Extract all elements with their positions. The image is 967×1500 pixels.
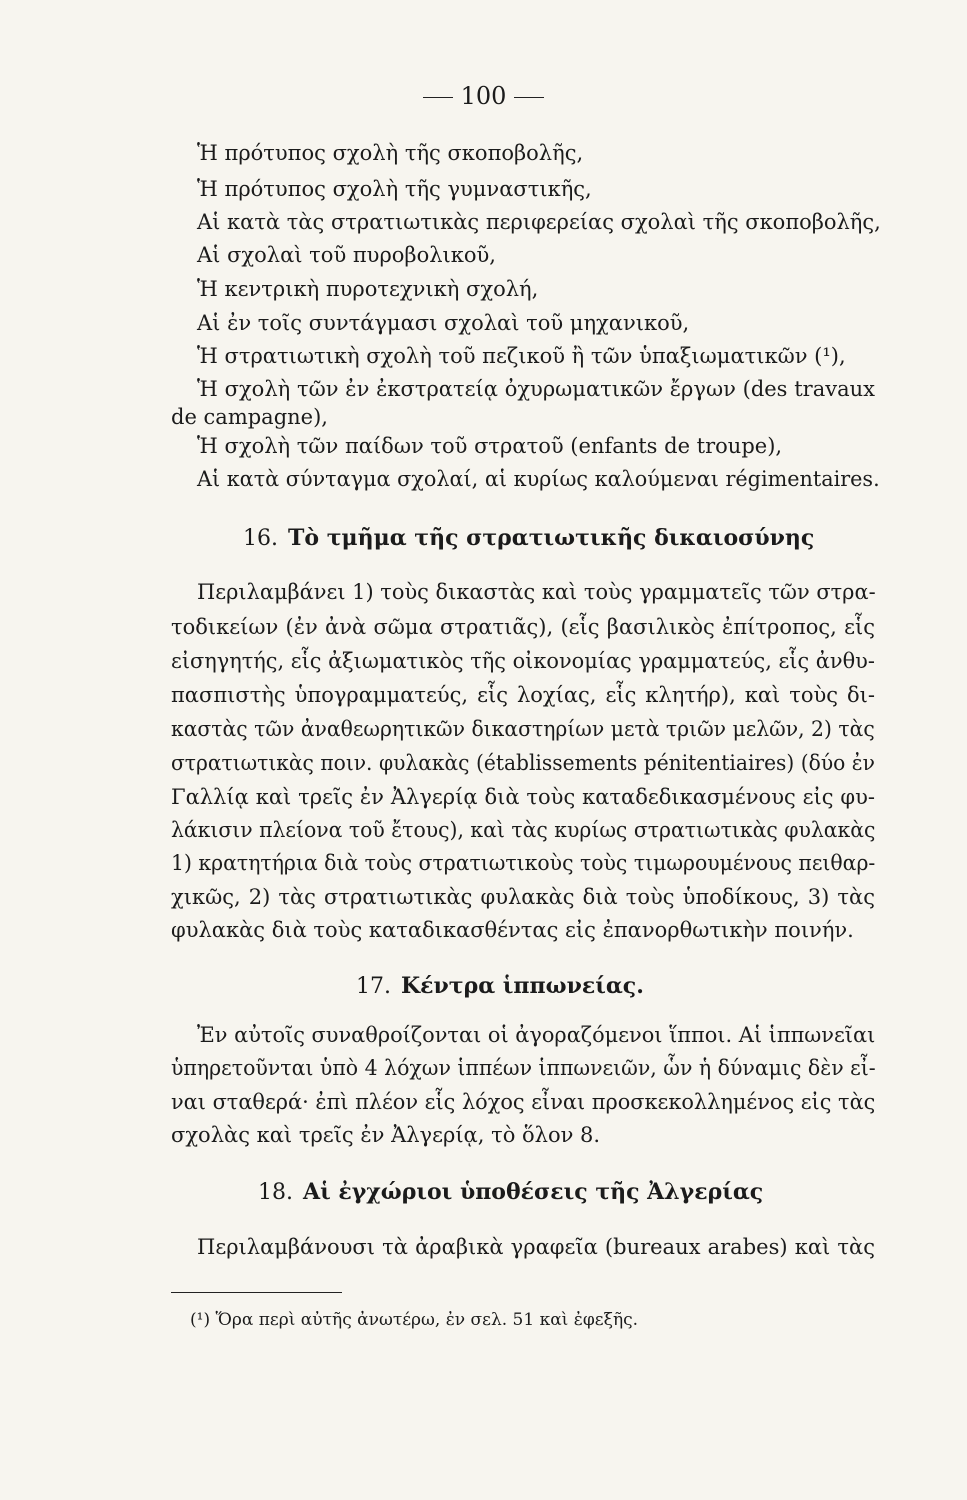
paragraph-line: τοδικείων (ἐν ἀνὰ σῶμα στρατιᾶς), (εἷς βασιλικὸς ἐπίτροπος, εἷς <box>171 615 875 639</box>
section-heading <box>258 1181 763 1204</box>
list-item: Ἡ στρατιωτικὴ σχολὴ τοῦ πεζικοῦ ἢ τῶν ὑπαξιωματικῶν (¹), <box>197 344 846 368</box>
section-number: 16. <box>243 526 278 551</box>
footnote <box>190 1312 638 1329</box>
paragraph-line: 1) κρατητήρια διὰ τοὺς στρατιωτικοὺς τοὺς τιμωρουμένους πειθαρ- <box>171 851 876 875</box>
paragraph-line: Ἐν αὐτοῖς συναθροίζονται οἱ ἀγοραζόμενοι ἵπποι. Αἱ ἱππωνεῖαι <box>197 1023 876 1047</box>
list-item: Ἡ σχολὴ τῶν ἐν ἐκστρατείᾳ ὀχυρωματικῶν ἔργων (des travaux <box>197 377 875 401</box>
section-heading <box>243 527 814 550</box>
footnote-marker: (¹) <box>190 1310 211 1330</box>
paragraph-line: φυλακὰς διὰ τοὺς καταδικασθέντας εἰς ἐπανορθωτικὴν ποινήν. <box>171 918 854 942</box>
list-item: Ἡ πρότυπος σχολὴ τῆς σκοποβολῆς, <box>197 141 584 165</box>
paragraph-line: σχολὰς καὶ τρεῖς ἐν Ἀλγερίᾳ, τὸ ὅλον 8. <box>171 1123 601 1147</box>
section-title: Τὸ τμῆμα τῆς στρατιωτικῆς δικαιοσύνης <box>288 525 815 551</box>
header-dash-right <box>514 97 544 98</box>
paragraph-line: Περιλαμβάνουσι τὰ ἀραβικὰ γραφεῖα (bureaux arabes) καὶ τὰς <box>197 1235 875 1259</box>
paragraph-line: εἰσηγητής, εἷς ἀξιωματικὸς τῆς οἰκονομίας γραμματεύς, εἷς ἀνθυ- <box>171 649 875 673</box>
page-header <box>0 82 967 110</box>
list-item: Ἡ πρότυπος σχολὴ τῆς γυμναστικῆς, <box>197 177 592 201</box>
footnote-rule <box>171 1292 342 1293</box>
section-number: 17. <box>356 974 391 999</box>
section-heading <box>356 975 644 998</box>
paragraph-line: πασπιστὴς ὑπογραμματεύς, εἷς λοχίας, εἷς κλητήρ), καὶ τοὺς δι- <box>171 683 875 707</box>
paragraph-line: στρατιωτικὰς ποιν. φυλακὰς (établissements pénitentiaires) (δύο ἐν <box>171 751 875 775</box>
section-title: Αἱ ἐγχώριοι ὑποθέσεις τῆς Ἀλγερίας <box>303 1179 764 1205</box>
list-item: Ἡ σχολὴ τῶν παίδων τοῦ στρατοῦ (enfants de troupe), <box>197 434 783 458</box>
paragraph-line: Γαλλίᾳ καὶ τρεῖς ἐν Ἀλγερίᾳ διὰ τοὺς καταδεδικασμένους εἰς φυ- <box>171 785 875 809</box>
paragraph-line: Περιλαμβάνει 1) τοὺς δικαστὰς καὶ τοὺς γραμματεῖς τῶν στρα- <box>197 580 876 604</box>
paragraph-line: ὑπηρετοῦνται ὑπὸ 4 λόχων ἱππέων ἱππωνειῶν, ὧν ἡ δύναμις δὲν εἶ- <box>171 1056 876 1080</box>
list-item: Αἱ κατὰ τὰς στρατιωτικὰς περιφερείας σχολαὶ τῆς σκοποβολῆς, <box>197 210 881 234</box>
page-number: 100 <box>460 82 507 110</box>
paragraph-line: χικῶς, 2) τὰς στρατιωτικὰς φυλακὰς διὰ τοὺς ὑποδίκους, 3) τὰς <box>171 885 875 909</box>
paragraph-line: λάκισιν πλείονα τοῦ ἔτους), καὶ τὰς κυρίως στρατιωτικὰς φυλακὰς <box>171 818 876 842</box>
section-number: 18. <box>258 1180 293 1205</box>
header-dash-left <box>423 97 453 98</box>
paragraph-line: καστὰς τῶν ἀναθεωρητικῶν δικαστηρίων μετὰ τριῶν μελῶν, 2) τὰς <box>171 717 875 741</box>
footnote-text: Ὅρα περὶ αὐτῆς ἀνωτέρω, ἐν σελ. 51 καὶ ἐφεξῆς. <box>215 1310 639 1330</box>
list-item: de campagne), <box>171 405 328 429</box>
list-item: Αἱ σχολαὶ τοῦ πυροβολικοῦ, <box>197 243 496 267</box>
list-item: Αἱ ἐν τοῖς συντάγμασι σχολαὶ τοῦ μηχανικοῦ, <box>197 311 690 335</box>
list-item: Ἡ κεντρικὴ πυροτεχνικὴ σχολή, <box>197 277 539 301</box>
section-title: Κέντρα ἱππωνείας. <box>401 973 644 999</box>
paragraph-line: ναι σταθερά· ἐπὶ πλέον εἷς λόχος εἶναι προσκεκολλημένος εἰς τὰς <box>171 1090 876 1114</box>
list-item: Αἱ κατὰ σύνταγμα σχολαί, αἱ κυρίως καλούμεναι régimentaires. <box>197 467 880 491</box>
